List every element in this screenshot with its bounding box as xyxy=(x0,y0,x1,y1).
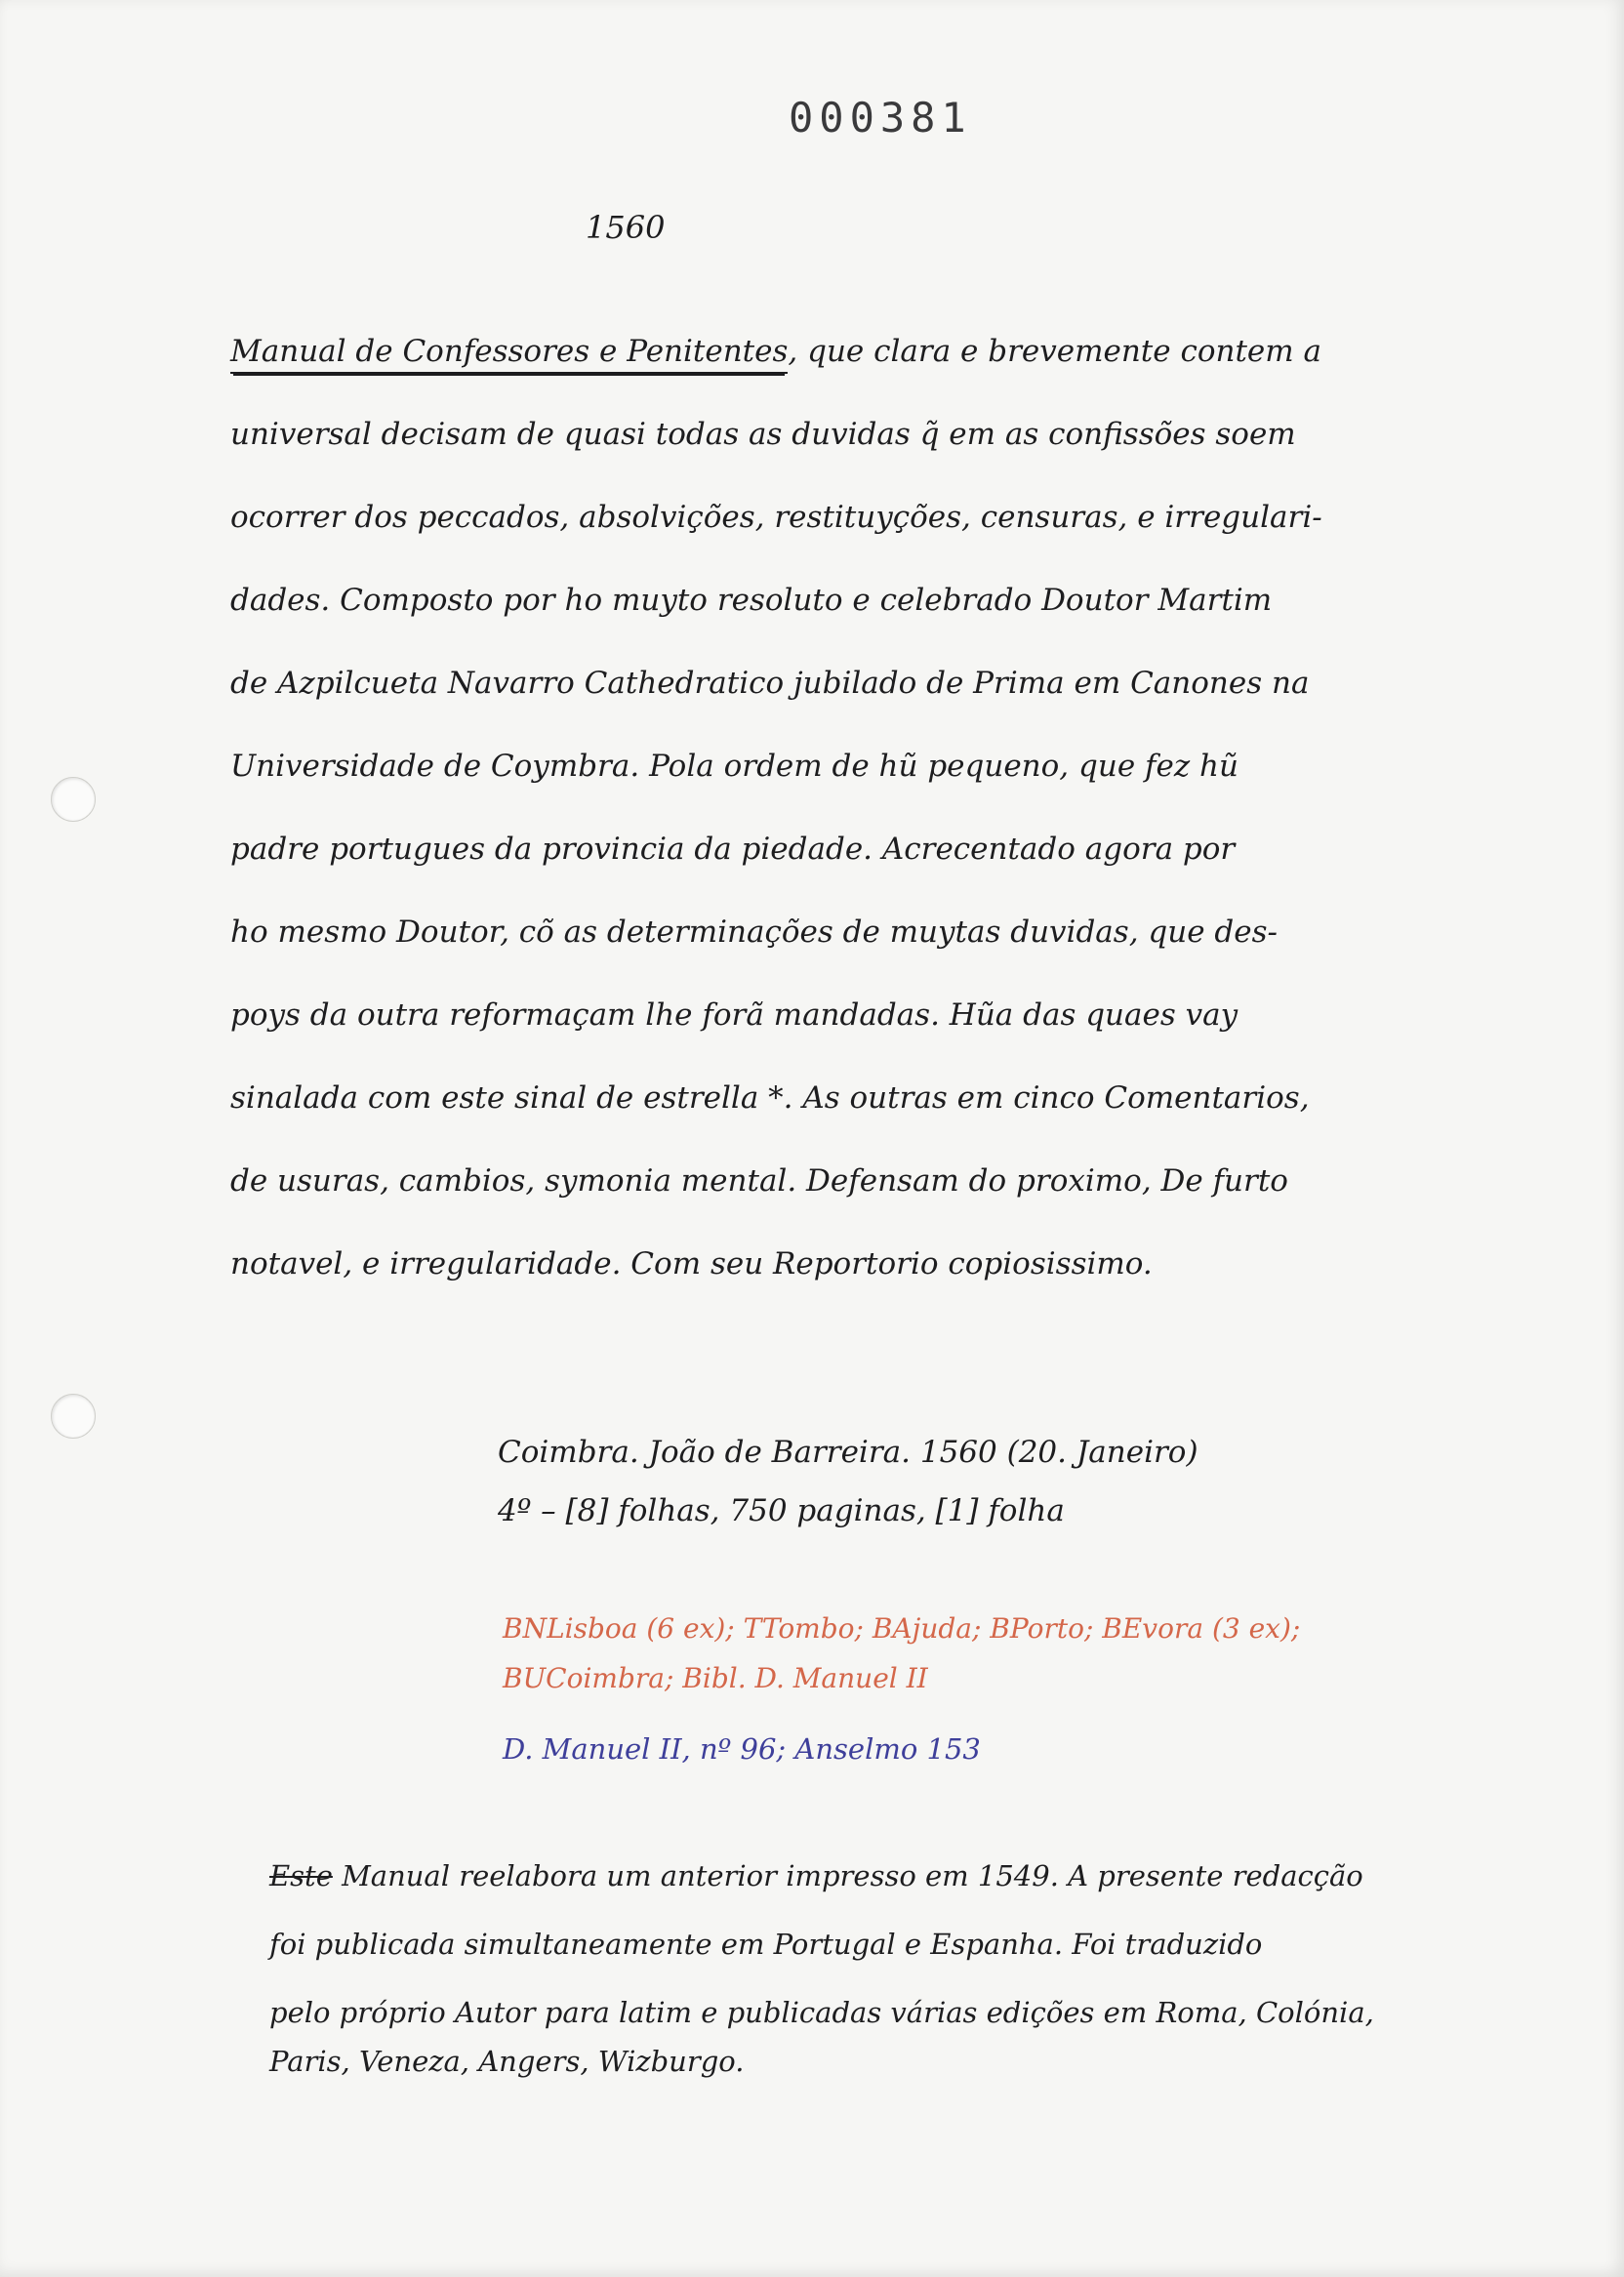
note-line: pelo próprio Autor para latim e publicadas várias edições em Roma, Colónia, xyxy=(269,1996,1374,2029)
holdings-line: BUCoimbra; Bibl. D. Manuel II xyxy=(503,1662,928,1694)
bibliographic-references: D. Manuel II, nº 96; Anselmo 153 xyxy=(503,1732,981,1766)
collation-line: 4º – [8] folhas, 750 paginas, [1] folha xyxy=(498,1493,1065,1528)
description-line: de usuras, cambios, symonia mental. Defensam do proximo, De furto xyxy=(230,1163,1288,1199)
description-line: ocorrer dos peccados, absolvições, restituyções, censuras, e irregulari- xyxy=(230,500,1322,535)
note-text: Manual reelabora um anterior impresso em 1549. A presente redacção xyxy=(342,1859,1363,1892)
description-line: dades. Composto por ho muyto resoluto e celebrado Doutor Martim xyxy=(230,583,1273,618)
struck-word: Este xyxy=(269,1859,333,1892)
description-line: , que clara e brevemente contem a xyxy=(788,334,1321,369)
title-line xyxy=(230,334,1321,374)
publication-year: 1560 xyxy=(586,209,666,246)
note-line xyxy=(269,1859,1363,1892)
archive-number-stamp: 000381 xyxy=(789,94,972,142)
note-line: Paris, Veneza, Angers, Wizburgo. xyxy=(269,2045,745,2078)
description-line: poys da outra reformaçam lhe forã mandadas. Hũa das quaes vay xyxy=(230,997,1238,1033)
description-line: notavel, e irregularidade. Com seu Reportorio copiosissimo. xyxy=(230,1246,1153,1281)
imprint-line: Coimbra. João de Barreira. 1560 (20. Janeiro) xyxy=(498,1435,1198,1470)
description-line: de Azpilcueta Navarro Cathedratico jubilado de Prima em Canones na xyxy=(230,666,1310,701)
description-line: Universidade de Coymbra. Pola ordem de hũ pequeno, que fez hũ xyxy=(230,749,1238,784)
description-line: universal decisam de quasi todas as duvidas q̃ em as confissões soem xyxy=(230,417,1296,452)
punch-hole xyxy=(51,1394,96,1439)
description-line: sinalada com este sinal de estrella *. As outras em cinco Comentarios, xyxy=(230,1080,1310,1116)
description-line: ho mesmo Doutor, cõ as determinações de muytas duvidas, que des- xyxy=(230,915,1278,950)
description-line: padre portugues da provincia da piedade. Acrecentado agora por xyxy=(230,832,1236,867)
note-line: foi publicada simultaneamente em Portugal e Espanha. Foi traduzido xyxy=(269,1928,1263,1961)
holdings-line: BNLisboa (6 ex); TTombo; BAjuda; BPorto; BEvora (3 ex); xyxy=(503,1612,1301,1645)
book-title: Manual de Confessores e Penitentes xyxy=(230,334,788,374)
punch-hole xyxy=(51,777,96,822)
